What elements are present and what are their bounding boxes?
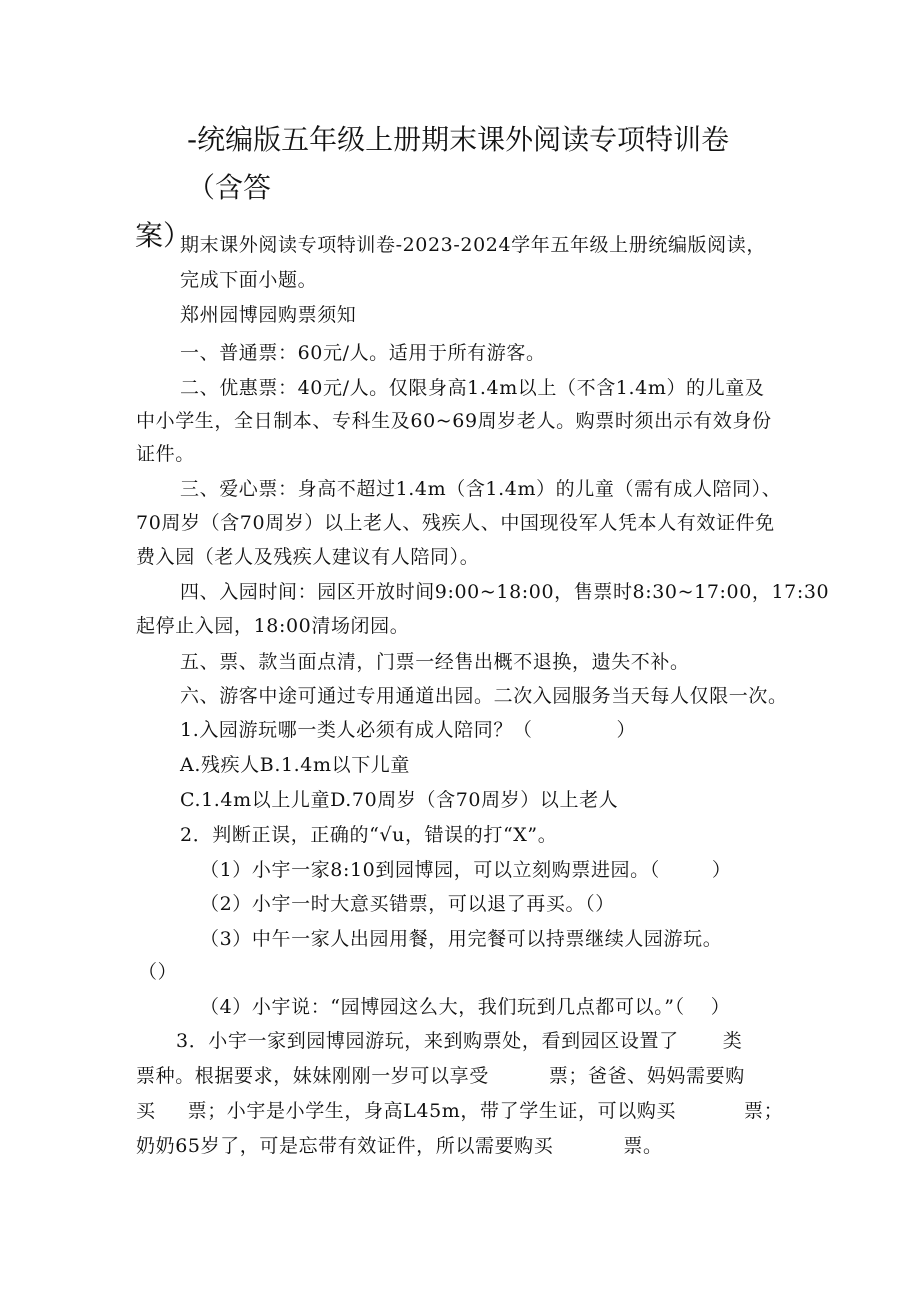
question-3-line-4-end: 票。 (623, 1135, 663, 1157)
notice-title: 郑州园博园购票须知 (180, 304, 357, 326)
question-3-line-1 (176, 1028, 742, 1054)
question-1-options-ab: A.残疾人B.1.4m以下儿童 (180, 754, 410, 776)
question-3-line-1-end: 类 (722, 1030, 743, 1052)
rule-5: 五、票、款当面点清，门票一经售出概不退换，遗失不补。 (180, 651, 690, 673)
question-3-line-3-start: 买 (136, 1100, 156, 1122)
rule-3-line-1: 三、爱心票：身高不超过1.4m（含1.4m）的儿童（需有成人陪同）、 (180, 478, 782, 500)
question-3-line-2 (136, 1063, 745, 1089)
question-1-text: 1.入园游玩哪一类人必须有成人陪同？（ (180, 719, 533, 741)
rule-3-line-2: 70周岁（含70周岁）以上老人、残疾人、中国现役军人凭本人有效证件免 (136, 512, 775, 534)
question-1-close-paren: ） (616, 719, 637, 741)
question-3-line-4-text: 奶奶65岁了，可是忘带有效证件，所以需要购买 (136, 1135, 554, 1157)
question-3-line-3-end: 票； (744, 1100, 784, 1122)
rule-3-line-3: 费入园（老人及残疾人建议有人陪同）。 (136, 546, 480, 568)
intro-line-1: 期末课外阅读专项特训卷-2023-2024学年五年级上册统编版阅读， (180, 234, 766, 256)
question-2-item-3: （3）中午一家人出园用餐，用完餐可以持票继续人园游玩。 (200, 928, 723, 950)
question-3-line-1-text: 3．小宇一家到园博园游玩，来到购票处，看到园区设置了 (176, 1030, 679, 1052)
rule-6: 六、游客中途可通过专用通道出园。二次入园服务当天每人仅限一次。 (180, 685, 788, 707)
question-2-item-4-close: ） (710, 996, 731, 1018)
question-1-stem (180, 717, 636, 743)
question-2-item-1-close: ） (711, 859, 732, 881)
question-3-line-3-text: 票；小宇是小学生，身高L45m，带了学生证，可以购买 (187, 1100, 677, 1122)
rule-4-line-2: 起停止入园，18:00清场闭园。 (136, 615, 410, 637)
question-2-item-2: （2）小宇一时大意买错票，可以退了再买。（） (200, 893, 615, 915)
title-line-1: -统编版五年级上册期末课外阅读专项特训卷（含答 (187, 123, 730, 204)
question-2-item-3-paren: （） (138, 961, 178, 983)
question-3-line-4 (136, 1133, 663, 1159)
question-3-line-3 (136, 1098, 783, 1124)
rule-1: 一、普通票：60元/人。适用于所有游客。 (180, 342, 546, 364)
rule-2-line-3: 证件。 (136, 443, 195, 465)
question-3-line-2-text: 票种。根据要求，妹妹刚刚一岁可以享受 (136, 1065, 489, 1087)
rule-2-line-2: 中小学生，全日制本、专科生及60~69周岁老人。购票时须出示有效身份 (136, 410, 772, 432)
question-2-item-1-text: （1）小宇一家8:10到园博园，可以立刻购票进园。（ (200, 859, 660, 881)
rule-4-line-1: 四、入园时间：园区开放时间9:00~18:00，售票时8:30~17:00，17:30 (180, 581, 830, 603)
question-1-options-cd: C.1.4m以上儿童D.70周岁（含70周岁）以上老人 (180, 789, 619, 811)
title-line-2: 案） (135, 219, 192, 252)
intro-line-2: 完成下面小题。 (180, 269, 318, 291)
question-3-line-2-end: 票；爸爸、妈妈需要购 (548, 1065, 745, 1087)
question-2-item-1 (200, 857, 731, 883)
question-2-item-4 (200, 994, 730, 1020)
rule-2-line-1: 二、优惠票：40元/人。仅限身高1.4m以上（不含1.4m）的儿童及 (180, 377, 765, 399)
question-2-stem: 2．判断正误，正确的“√u，错误的打“X”。 (180, 824, 558, 846)
question-2-item-4-text: （4）小宇说：“园博园这么大，我们玩到几点都可以。”（ (200, 996, 685, 1018)
